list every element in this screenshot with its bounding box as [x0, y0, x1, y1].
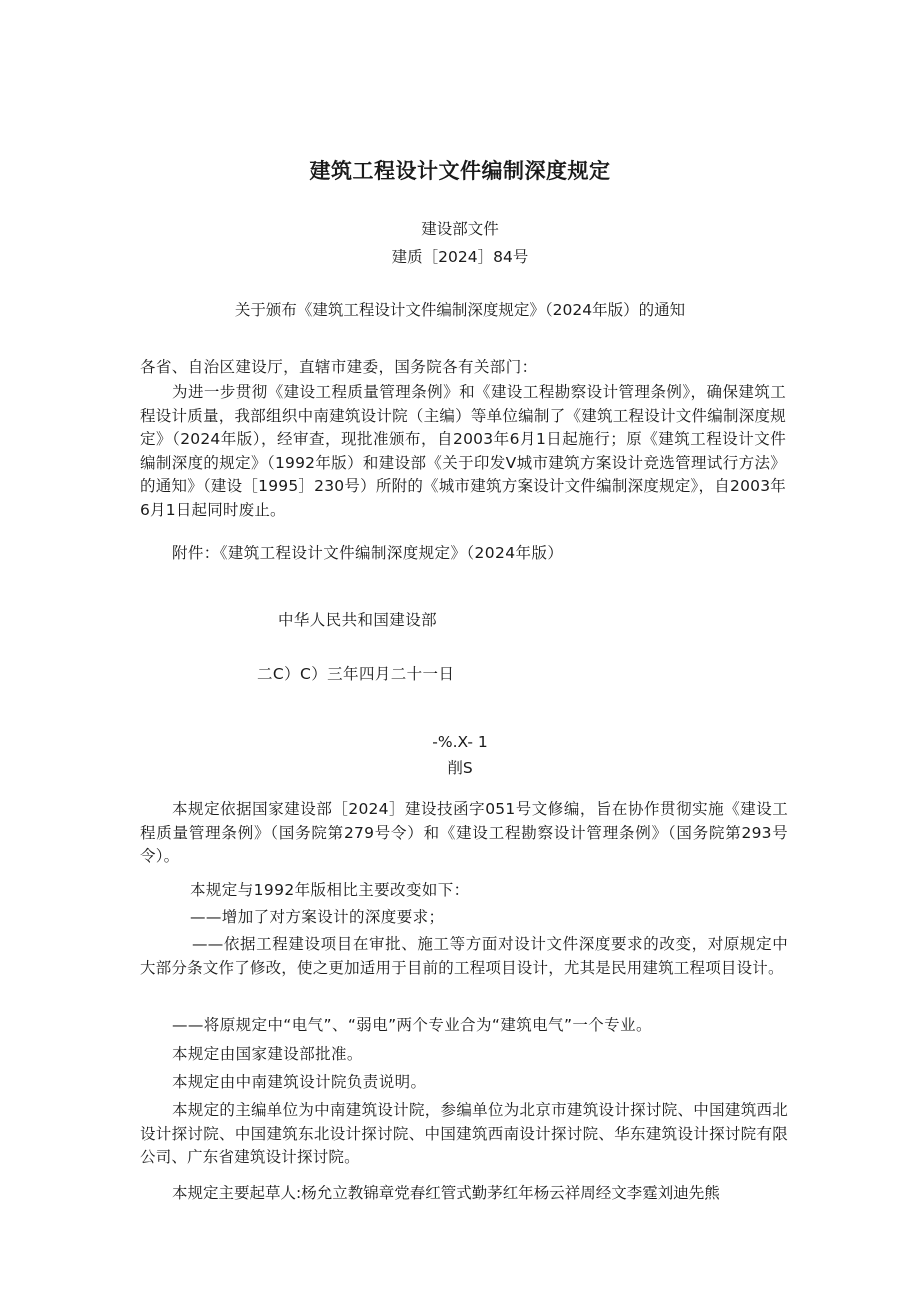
- foreword-explanation: 本规定由中南建筑设计院负责说明。: [172, 1073, 427, 1091]
- issuer-doc-label: 建设部文件: [421, 220, 499, 238]
- notice-title: 关于颁布《建筑工程设计文件编制深度规定》（2024年版）的通知: [234, 301, 686, 319]
- foreword-change-item-2: ——依据工程建设项目在审批、施工等方面对设计文件深度要求的改变，对原规定中大部分条文作了修改，使之更加适用于目前的工程项目设计，尤其是民用建筑工程项目设计。: [140, 935, 788, 977]
- notice-paragraph: 为进一步贯彻《建设工程质量管理条例》和《建设工程勘察设计管理条例》，确保建筑工程设计质量，我部组织中南建筑设计院（主编）等单位编制了《建筑工程设计文件编制深度规定》（2024年版），经审查，现批准颁布，自2003年6月1日起施行；原《建筑工程设计文件编制深度的规定》（1992年版）和建设部《关于印发V城市建筑方案设计竞选管理试行方法》的通知》（建设［1995］230号）所附的《城市建筑方案设计文件编制深度规定》，自2003年6月1日起同时废止。: [140, 383, 786, 519]
- foreword-changes-intro: 本规定与1992年版相比主要改变如下：: [190, 881, 470, 899]
- foreword-change-item-3: ——将原规定中“电气”、“弱电”两个专业合为“建筑电气”一个专业。: [172, 1016, 652, 1034]
- foreword-paragraph-1: 本规定依据国家建设部［2024］建设技函字051号文修编，旨在协作贯彻实施《建设工程质量管理条例》（国务院第279号令）和《建设工程勘察设计管理条例》（国务院第293号令）。: [140, 800, 788, 865]
- foreword-change-item-1: ——增加了对方案设计的深度要求；: [190, 908, 445, 926]
- attachment-line: 附件：《建筑工程设计文件编制深度规定》（2024年版）: [172, 544, 564, 562]
- section-heading-line-1: -%.X- 1: [432, 733, 488, 751]
- foreword-editors: 本规定的主编单位为中南建筑设计院，参编单位为北京市建筑设计探讨院、中国建筑西北设计探讨院、中国建筑东北设计探讨院、中国建筑西南设计探讨院、华东建筑设计探讨院有限公司、广东省建筑设计探讨院。: [140, 1101, 788, 1166]
- foreword-drafters: 本规定主要起草人:杨允立教锦章党春红管式勤茅红年杨云祥周经文李霆刘迪先熊: [172, 1184, 720, 1202]
- document-title: 建筑工程设计文件编制深度规定: [309, 159, 611, 183]
- section-heading-line-2: 削S: [447, 759, 473, 777]
- salutation: 各省、自治区建设厅，直辖市建委，国务院各有关部门：: [140, 358, 538, 376]
- doc-number: 建质［2024］84号: [391, 248, 529, 266]
- issue-date: 二C）C）三年四月二十一日: [257, 665, 455, 683]
- foreword-approval: 本规定由国家建设部批准。: [172, 1045, 363, 1063]
- signatory: 中华人民共和国建设部: [278, 611, 438, 629]
